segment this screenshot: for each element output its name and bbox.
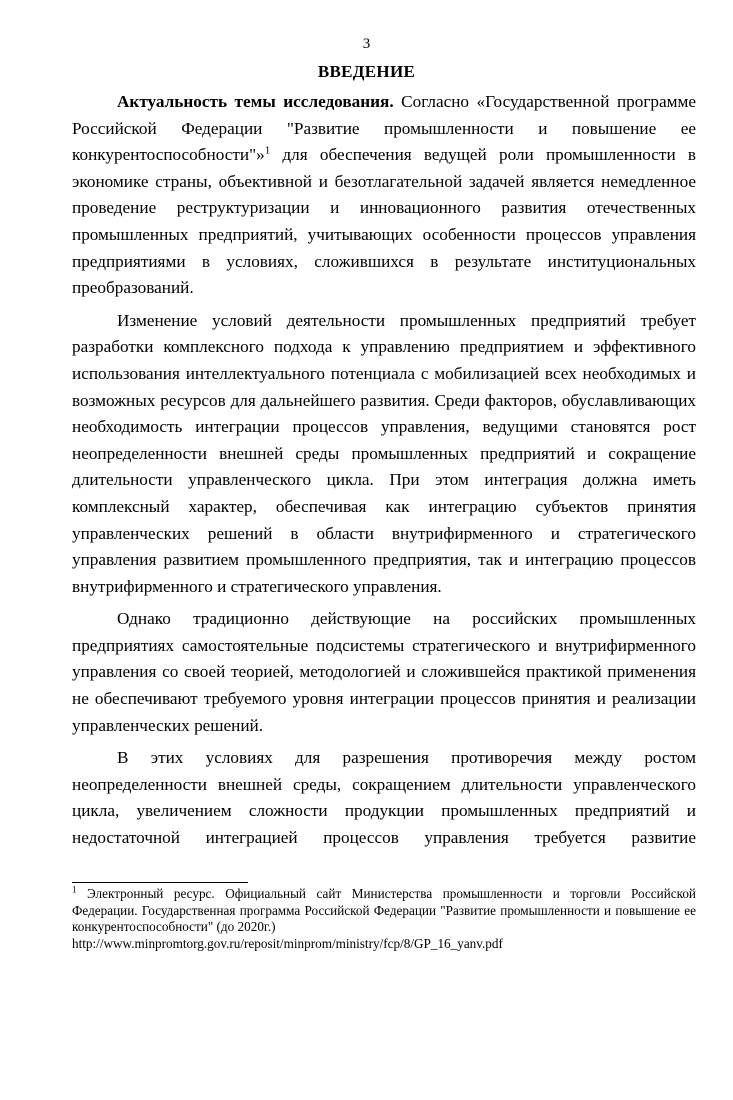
footnote bbox=[72, 886, 696, 952]
footnote-url[interactable]: http://www.minpromtorg.gov.ru/reposit/minprom/ministry/fcp/8/GP_16_yanv.pdf bbox=[72, 935, 503, 951]
paragraph-text: для обеспечения ведущей роли промышленности в экономике страны, объективной и безотлагательной задачей является немедленное проведение реструктуризации и инновационного развития отечественных промышленных предприятий, учитывающих особенности процессов управления предприятиями в условиях, сложившихся в результате институциональных преобразований. bbox=[72, 145, 696, 298]
body-text bbox=[72, 89, 696, 858]
paragraph-contradiction: В этих условиях для разрешения противоречия между ростом неопределенности внешней среды, сокращением длительности управленческого цикла, увеличением сложности продукции промышленных предприятий и недостаточной интеграцией процессов управления требуется развитие bbox=[72, 748, 696, 848]
paragraph-relevance bbox=[72, 89, 696, 302]
footnote-text: Электронный ресурс. Официальный сайт Министерства промышленности и торговли Российской Федерации. Государственная программа Российской Федерации "Развитие промышленности и повышение ее конкурентоспособности" (до 2020г.) bbox=[72, 886, 696, 934]
paragraph-lead: Актуальность темы исследования. bbox=[117, 92, 394, 111]
paragraph-conditions: Изменение условий деятельности промышленных предприятий требует разработки комплексного подхода к управлению предприятием и эффективного использования интеллектуального потенциала с мобилизацией всех необходимых и возможных ресурсов для дальнейшего развития. Среди факторов, обуславливающих необходимость интеграции процессов управления, ведущими становятся рост неопределенности внешней среды промышленных предприятий и сокращение длительности управленческого цикла. При этом интеграция должна иметь комплексный характер, обеспечивая как интеграцию субъектов принятия управленческих решений в области внутрифирменного и стратегического управления развитием промышленного предприятия, так и интеграцию процессов внутрифирменного и стратегического управления. bbox=[72, 310, 696, 596]
footnote-text-block bbox=[72, 886, 696, 936]
page-number: 3 bbox=[362, 36, 371, 52]
paragraph-text: Согласно «Государственной программе Российской Федерации "Развитие промышленности и повышение ее конкурентоспособности"» bbox=[72, 92, 696, 165]
footnote-mark: 1 bbox=[72, 884, 77, 895]
section-title: ВВЕДЕНИЕ bbox=[317, 62, 416, 81]
footnote-reference: 1 bbox=[264, 144, 271, 157]
paragraph-subsystems: Однако традиционно действующие на российских промышленных предприятиях самостоятельные подсистемы стратегического и внутрифирменного управления со своей теорией, методологией и сложившейся практикой применения не обеспечивают требуемого уровня интеграции процессов принятия и реализации управленческих решений. bbox=[72, 609, 696, 735]
footnote-separator bbox=[72, 882, 248, 883]
